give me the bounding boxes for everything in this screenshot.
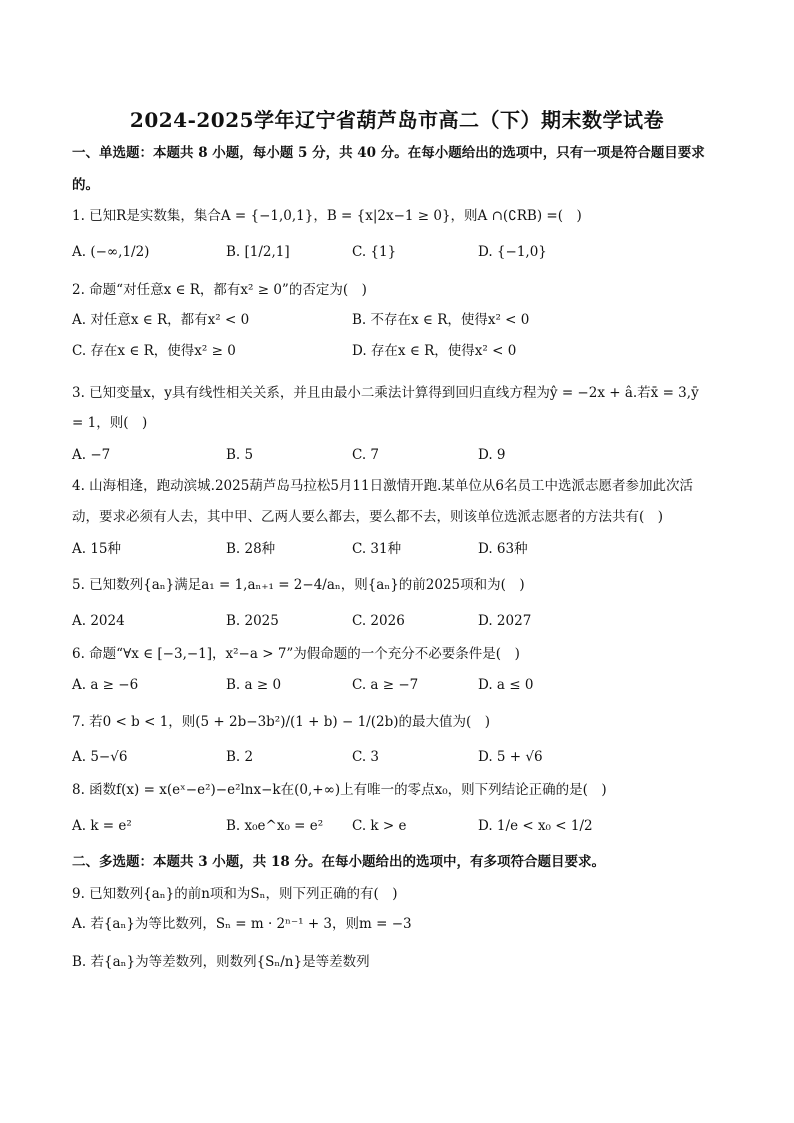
section2-heading: 二、多选题：本题共 3 小题，共 18 分。在每小题给出的选项中，有多项符合题目要求。 [72, 854, 605, 870]
q1-option-c: C. {1} [352, 244, 397, 260]
q1-option-a: A. (−∞,1/2) [72, 244, 150, 260]
q2-stem: 2. 命题“对任意x ∈ R，都有x² ≥ 0”的否定为( ) [72, 282, 367, 298]
q7-option-b: B. 2 [226, 749, 254, 765]
q8-option-c: C. k > e [352, 818, 407, 834]
q9-option-a: A. 若{aₙ}为等比数列，Sₙ = m · 2ⁿ⁻¹ + 3，则m = −3 [72, 916, 412, 932]
q5-stem: 5. 已知数列{aₙ}满足a₁ = 1,aₙ₊₁ = 2−4/aₙ，则{aₙ}的前2025项和为( ) [72, 577, 525, 593]
exam-title: 2024-2025学年辽宁省葫芦岛市高二（下）期末数学试卷 [129, 108, 665, 132]
q2-option-c: C. 存在x ∈ R，使得x² ≥ 0 [72, 343, 236, 359]
q8-option-d: D. 1/e < x₀ < 1/2 [478, 818, 593, 834]
q2-option-a: A. 对任意x ∈ R，都有x² < 0 [72, 312, 250, 328]
q2-option-b: B. 不存在x ∈ R，使得x² < 0 [352, 312, 530, 328]
q8-option-a: A. k = e² [72, 818, 132, 834]
q4-option-c: C. 31种 [352, 541, 402, 557]
q1-option-b: B. [1/2,1] [226, 244, 290, 260]
q3-option-d: D. 9 [478, 447, 506, 463]
q1-option-d: D. {−1,0} [478, 244, 547, 260]
q9-stem: 9. 已知数列{aₙ}的前n项和为Sₙ，则下列正确的有( ) [72, 886, 398, 902]
q6-option-d: D. a ≤ 0 [478, 677, 534, 693]
q8-option-b: B. x₀e^x₀ = e² [226, 818, 324, 834]
q9-option-b: B. 若{aₙ}为等差数列，则数列{Sₙ/n}是等差数列 [72, 954, 370, 970]
q3-option-a: A. −7 [72, 447, 111, 463]
q5-option-a: A. 2024 [72, 613, 125, 629]
q7-option-d: D. 5 + √6 [478, 749, 543, 765]
section1-heading-cont: 的。 [72, 177, 99, 193]
q6-option-a: A. a ≥ −6 [72, 677, 139, 693]
q5-option-d: D. 2027 [478, 613, 532, 629]
q7-option-c: C. 3 [352, 749, 380, 765]
q7-option-a: A. 5−√6 [72, 749, 128, 765]
q4-option-b: B. 28种 [226, 541, 276, 557]
q3-stem: 3. 已知变量x，y具有线性相关关系，并且由最小二乘法计算得到回归直线方程为ŷ = −2x + â.若x̄ = 3,ȳ [72, 385, 699, 401]
q3-option-c: C. 7 [352, 447, 380, 463]
q3-option-b: B. 5 [226, 447, 254, 463]
section1-heading: 一、单选题：本题共 8 小题，每小题 5 分，共 40 分。在每小题给出的选项中，只有一项是符合题目要求 [72, 145, 705, 161]
q6-option-b: B. a ≥ 0 [226, 677, 282, 693]
q4-option-a: A. 15种 [72, 541, 122, 557]
q6-option-c: C. a ≥ −7 [352, 677, 419, 693]
q6-stem: 6. 命题“∀x ∈ [−3,−1]，x²−a > 7”为假命题的一个充分不必要条件是( ) [72, 646, 520, 662]
q4-stem: 4. 山海相逢，跑动滨城.2025葫芦岛马拉松5月11日激情开跑.某单位从6名员工中选派志愿者参加此次活 [72, 478, 693, 494]
q5-option-c: C. 2026 [352, 613, 405, 629]
q4-option-d: D. 63种 [478, 541, 528, 557]
q4-stem-cont: 动，要求必须有人去，其中甲、乙两人要么都去，要么都不去，则该单位选派志愿者的方法共有( ) [72, 509, 664, 525]
q7-stem: 7. 若0 < b < 1，则(5 + 2b−3b²)/(1 + b) − 1/(2b)的最大值为( ) [72, 714, 491, 730]
q5-option-b: B. 2025 [226, 613, 279, 629]
q2-option-d: D. 存在x ∈ R，使得x² < 0 [352, 343, 517, 359]
q8-stem: 8. 函数f(x) = x(eˣ−e²)−e²lnx−k在(0,+∞)上有唯一的零点x₀，则下列结论正确的是( ) [72, 782, 607, 798]
q1-stem: 1. 已知R是实数集，集合A = {−1,0,1}，B = {x|2x−1 ≥ 0}，则A ∩(∁RB) =( ) [72, 208, 582, 224]
q3-stem-cont: = 1，则( ) [72, 415, 148, 431]
